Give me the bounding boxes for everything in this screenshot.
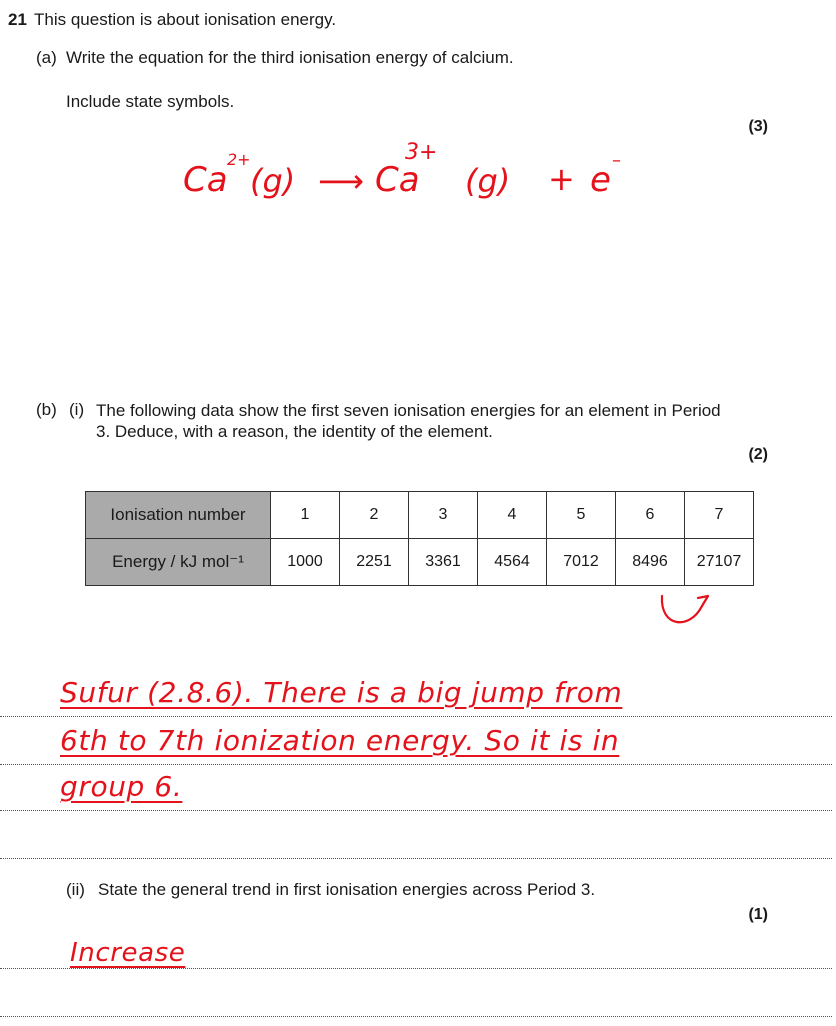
part-b-i-answer-line-1: Sufur (2.8.6). There is a big jump from xyxy=(60,676,623,709)
answer-line xyxy=(0,764,832,765)
answer-line xyxy=(0,858,832,859)
product-state: (g) xyxy=(465,162,511,200)
part-b-ii-label: (ii) xyxy=(66,880,85,899)
part-a-prompt: Write the equation for the third ionisation energy of calcium. xyxy=(66,48,514,67)
question-intro: This question is about ionisation energy. xyxy=(34,10,337,29)
part-b-ii-answer: Increase xyxy=(70,938,186,968)
table-cell: 1 xyxy=(271,492,340,539)
part-b-i-answer-line-3: group 6. xyxy=(60,770,183,803)
part-b-label: (b) xyxy=(36,400,57,419)
question-number: 21 xyxy=(8,10,27,29)
product-charge: 3+ xyxy=(405,140,438,165)
table-cell: 5 xyxy=(547,492,616,539)
table-cell: 8496 xyxy=(616,539,685,586)
table-cell: 2251 xyxy=(340,539,409,586)
reactant-symbol: Ca xyxy=(183,160,228,200)
table-cell: 7012 xyxy=(547,539,616,586)
answer-line xyxy=(0,968,832,969)
part-a-handwritten-equation xyxy=(0,0,836,260)
product-symbol: Ca xyxy=(375,160,420,200)
answer-line xyxy=(0,810,832,811)
part-b-i-answer-line-2: 6th to 7th ionization energy. So it is in xyxy=(60,724,620,757)
table-cell: 6 xyxy=(616,492,685,539)
plus-sign: + xyxy=(548,160,575,198)
table-cell: 3361 xyxy=(409,539,478,586)
table-cell: 4564 xyxy=(478,539,547,586)
ionisation-number-header: Ionisation number xyxy=(86,492,271,539)
part-b-i-label: (i) xyxy=(69,400,85,419)
ionisation-energy-table xyxy=(85,491,754,586)
curved-arrow-icon xyxy=(650,588,730,638)
part-a-marks: (3) xyxy=(748,118,768,135)
part-b-i-marks: (2) xyxy=(748,446,768,463)
energy-header: Energy / kJ mol⁻¹ xyxy=(86,539,271,586)
table-cell: 3 xyxy=(409,492,478,539)
reactant-state: (g) xyxy=(250,162,296,200)
electron-charge: – xyxy=(612,150,621,171)
table-cell: 4 xyxy=(478,492,547,539)
electron-symbol: e xyxy=(590,160,611,200)
table-cell: 7 xyxy=(685,492,754,539)
reactant-charge: 2+ xyxy=(227,150,251,169)
answer-line xyxy=(0,716,832,717)
part-b-ii-marks: (1) xyxy=(748,906,768,923)
part-a-label: (a) xyxy=(36,48,57,67)
reaction-arrow: ⟶ xyxy=(318,162,364,200)
table-row xyxy=(86,492,754,539)
part-a-prompt-2: Include state symbols. xyxy=(66,92,235,111)
part-b-i-prompt: The following data show the first seven ionisation energies for an element in Period 3. Deduce, with a reason, the identity of the element. xyxy=(96,401,721,441)
answer-line xyxy=(0,1016,832,1017)
table-cell: 1000 xyxy=(271,539,340,586)
table-cell: 27107 xyxy=(685,539,754,586)
table-cell: 2 xyxy=(340,492,409,539)
part-b-ii-prompt: State the general trend in first ionisation energies across Period 3. xyxy=(98,880,596,899)
table-row xyxy=(86,539,754,586)
